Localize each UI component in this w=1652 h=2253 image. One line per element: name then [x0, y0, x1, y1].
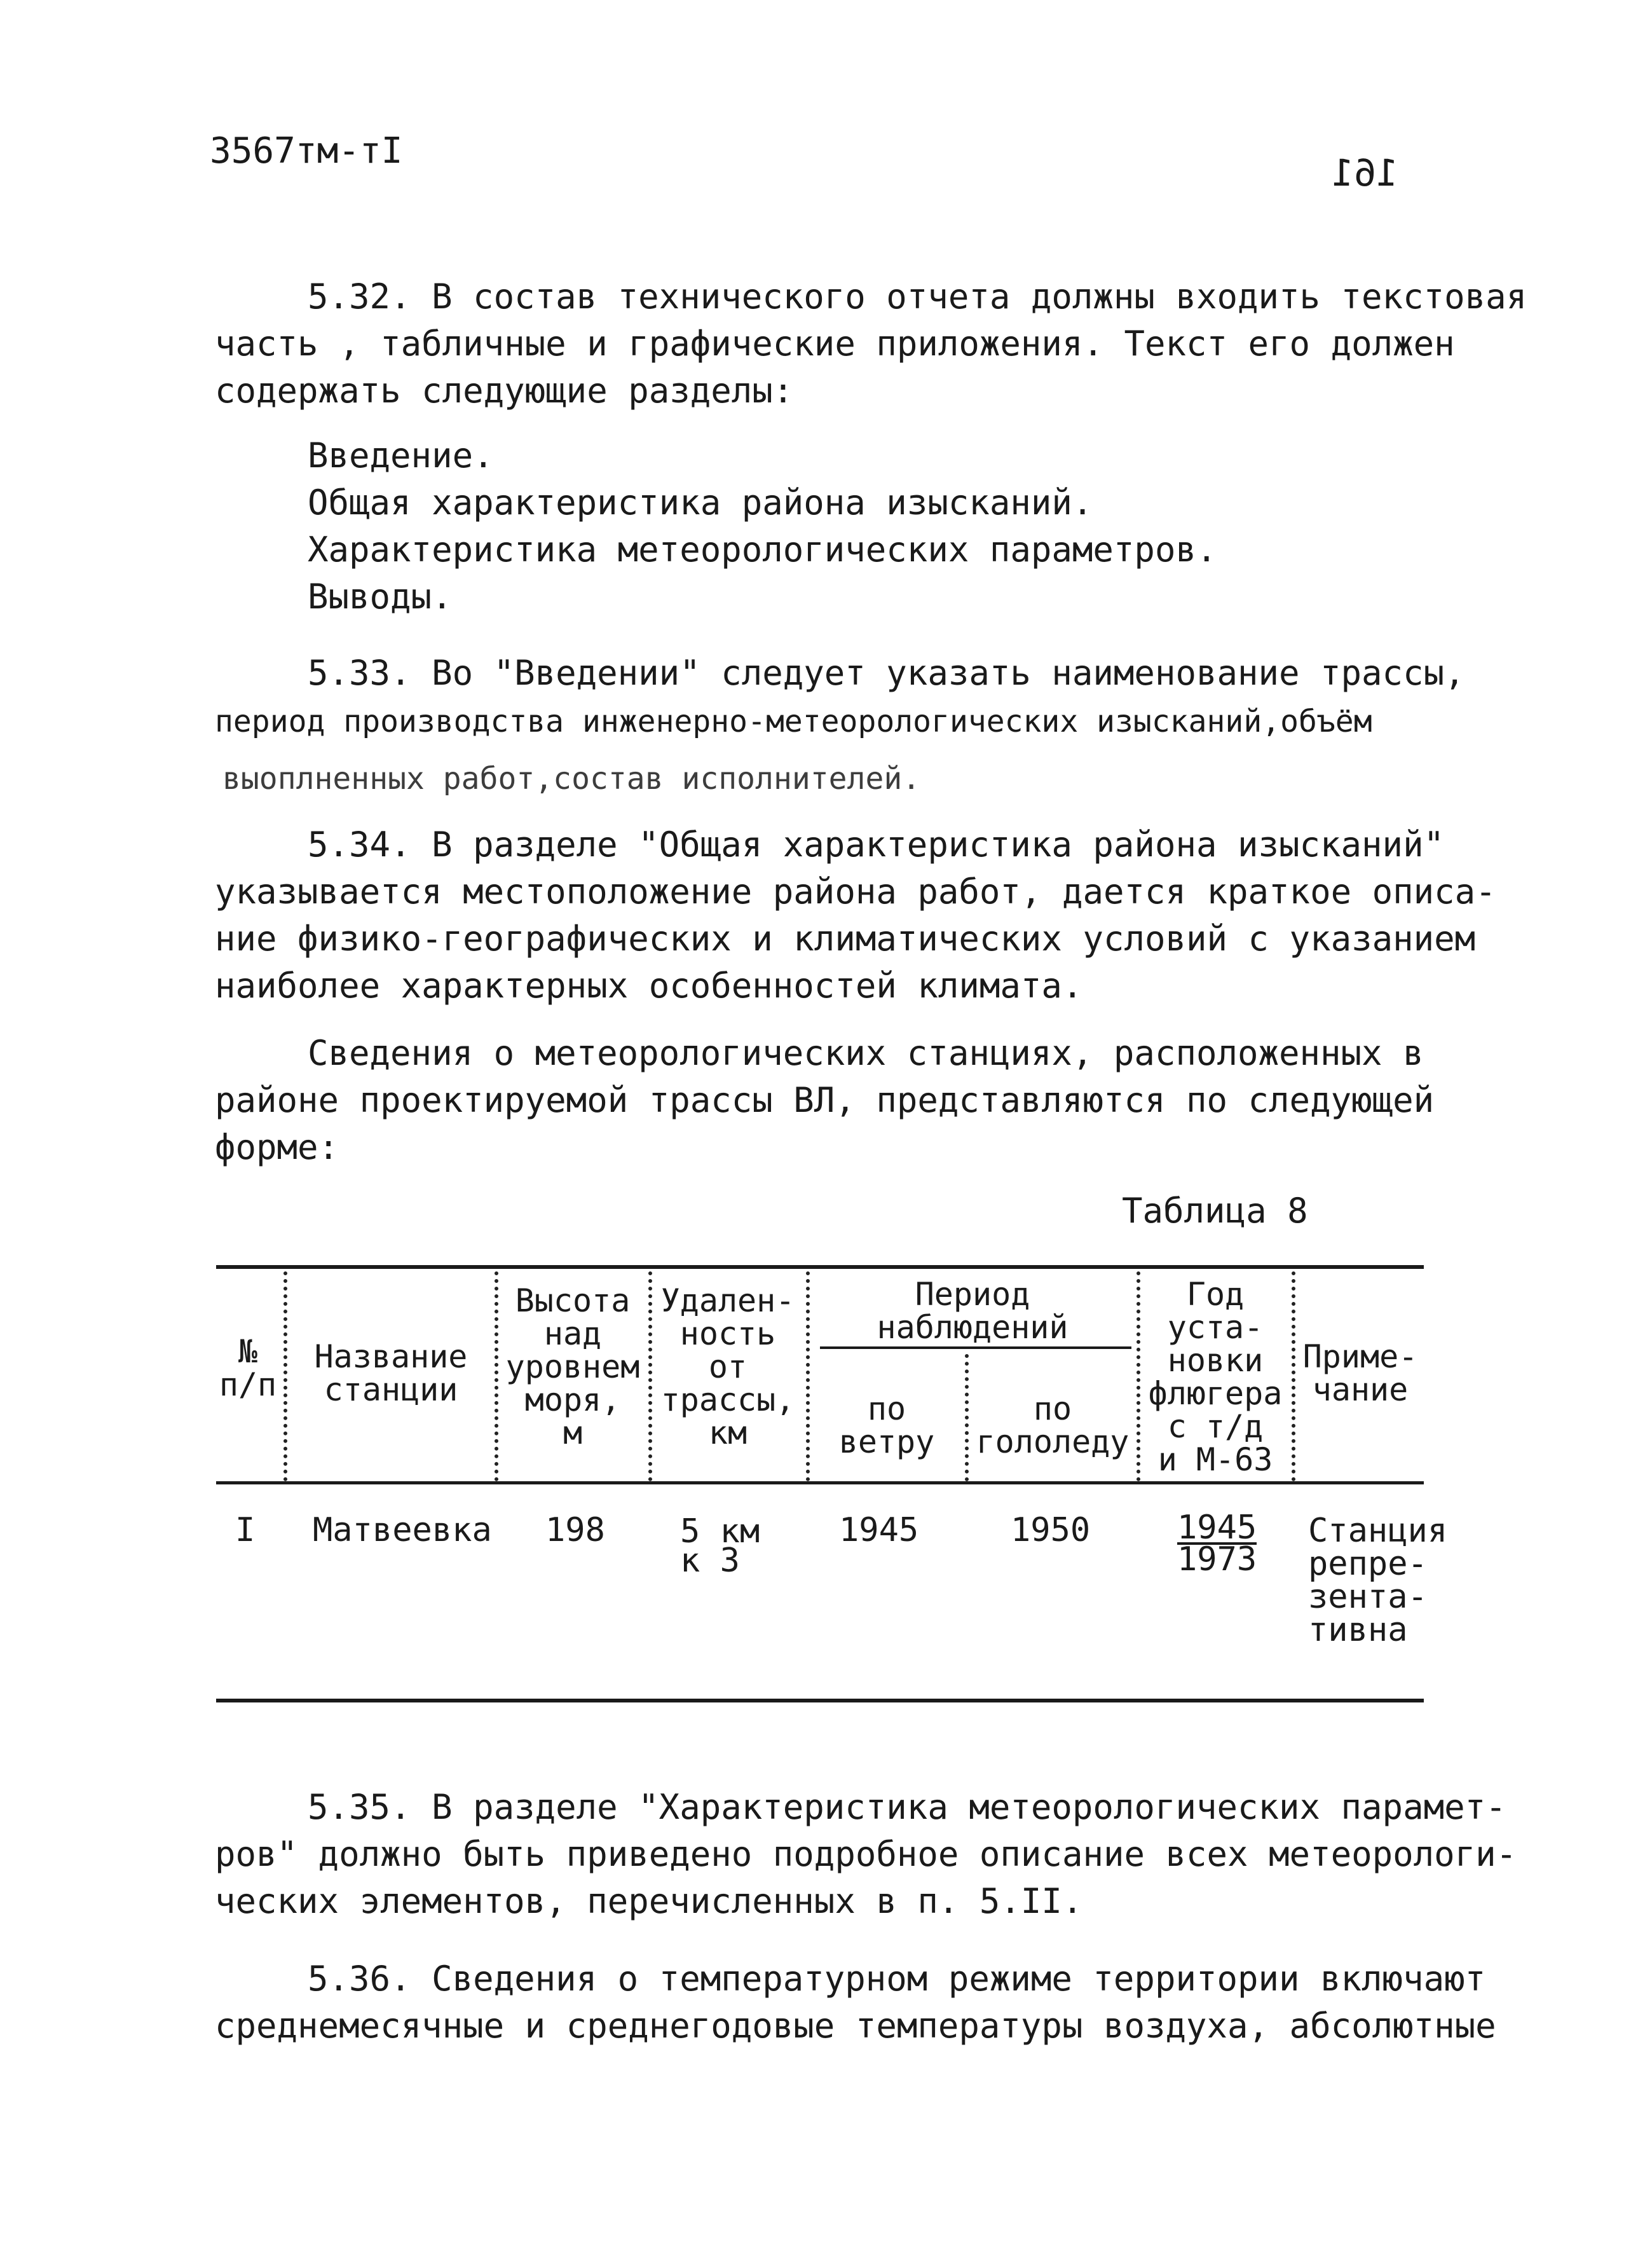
paragraph-5-35-line-2: ров" должно быть приведено подробное описание всех метеорологи- [215, 1834, 1517, 1874]
paragraph-5-32-line-1: 5.32. В состав технического отчета должны входить текстовая [308, 277, 1527, 317]
cell-station-name: Матвеевка [313, 1511, 492, 1549]
page-number: 161 [1332, 151, 1398, 195]
section-list-item: Общая характеристика района изысканий. [308, 483, 1093, 523]
header-station-name: Название станции [314, 1338, 468, 1408]
cell-note: Станция репре- зента- тивна [1308, 1512, 1448, 1649]
column-separator [1292, 1271, 1295, 1481]
header-num: № п/п [219, 1333, 277, 1403]
paragraph-5-34-line-1: 5.34. В разделе "Общая характеристика района изысканий" [308, 825, 1445, 865]
column-separator [283, 1271, 287, 1481]
column-separator [965, 1354, 969, 1481]
paragraph-5-36-line-2: среднемесячные и среднегодовые температуры воздуха, абсолютные [215, 2006, 1496, 2046]
stations-table [216, 1265, 1448, 1723]
header-wind: по ветру [838, 1390, 935, 1460]
cell-vane-year: 1945 1973 [1177, 1509, 1257, 1578]
document-code: 3567тм-тI [210, 130, 403, 172]
table-caption: Таблица 8 [1122, 1191, 1308, 1231]
column-separator [648, 1271, 652, 1481]
section-list-item: Введение. [308, 435, 494, 476]
column-separator [806, 1271, 810, 1481]
header-distance: Удален- ность от трассы, км [660, 1282, 795, 1451]
header-vane-year: Год уста- новки флюгера с т/д и М-63 [1148, 1276, 1283, 1478]
header-icing: по гололеду [976, 1390, 1130, 1460]
column-separator [1137, 1271, 1140, 1481]
paragraph-5-33-line-1: 5.33. Во "Введении" следует указать наименование трассы, [308, 653, 1465, 693]
stations-intro-line-1: Сведения о метеорологических станциях, расположенных в [308, 1033, 1424, 1073]
paragraph-5-36-line-1: 5.36. Сведения о температурном режиме территории включают [308, 1959, 1486, 1999]
paragraph-5-35-line-1: 5.35. В разделе "Характеристика метеорологических парамет- [308, 1787, 1506, 1827]
paragraph-5-33-line-2: период производства инженерно-метеорологических изысканий,объём [215, 704, 1372, 739]
section-list-item: Характеристика метеорологических параметров. [308, 530, 1217, 570]
cell-altitude: 198 [545, 1511, 605, 1549]
header-altitude: Высота над уровнем моря, м [505, 1282, 640, 1451]
cell-icing-year: 1950 [1011, 1511, 1091, 1549]
paragraph-5-35-line-3: ческих элементов, перечисленных в п. 5.II. [215, 1881, 1083, 1921]
paragraph-5-34-line-3: ние физико-географических и климатических условий с указанием [215, 919, 1476, 959]
column-separator [495, 1271, 498, 1481]
cell-wind-year: 1945 [839, 1511, 919, 1549]
stations-intro-line-3: форме: [215, 1127, 339, 1167]
paragraph-5-34-line-2: указывается местоположение района работ, дается краткое описа- [215, 872, 1496, 912]
cell-num: I [235, 1511, 256, 1549]
period-subheader-rule [820, 1346, 1131, 1349]
table-top-rule [216, 1265, 1424, 1269]
section-list-item: Выводы. [308, 577, 453, 617]
header-note: Приме- чание [1302, 1338, 1418, 1408]
stations-intro-line-2: районе проектируемой трассы ВЛ, представляются по следующей [215, 1080, 1435, 1120]
table-header-rule [216, 1481, 1424, 1484]
header-observation-period: Период наблюдений [877, 1276, 1068, 1346]
paragraph-5-32-line-2: часть , табличные и графические приложения. Текст его должен [215, 324, 1455, 364]
paragraph-5-33-line-3: выоплненных работ,состав исполнителей. [222, 761, 921, 797]
cell-distance: 5 км к 3 [680, 1512, 760, 1580]
table-bottom-rule [216, 1699, 1424, 1702]
paragraph-5-32-line-3: содержать следующие разделы: [215, 371, 794, 411]
paragraph-5-34-line-4: наиболее характерных особенностей климата. [215, 966, 1083, 1006]
